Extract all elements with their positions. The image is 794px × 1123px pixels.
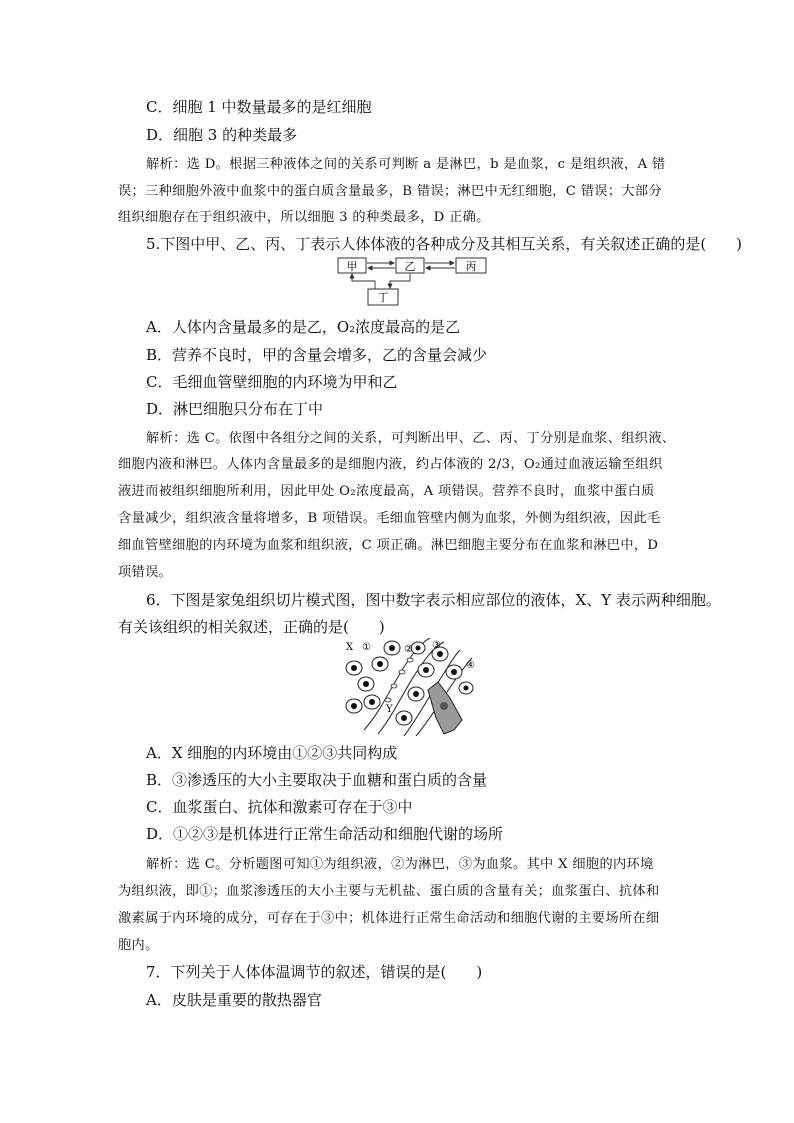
q5-explanation-line-5: 细血管壁细胞的内环境为血浆和组织液，C 项正确。淋巴细胞主要分布在血浆和淋巴中，D bbox=[118, 538, 659, 553]
q6-label-1: ① bbox=[362, 642, 371, 653]
q4-explanation-line-3: 组织细胞存在于组织液中，所以细胞 3 的种类最多，D 正确。 bbox=[118, 210, 490, 225]
q5-option-a: A．人体内含量最多的是乙，O₂浓度最高的是乙 bbox=[146, 318, 461, 336]
q4-option-c: C．细胞 1 中数量最多的是红细胞 bbox=[146, 98, 372, 116]
q6-label-y: Y bbox=[386, 704, 393, 715]
q6-label-x: X bbox=[346, 642, 354, 653]
q6-tissue-section-diagram bbox=[344, 638, 484, 736]
q5-node-yi-label: 乙 bbox=[404, 260, 416, 273]
q6-option-c: C．血浆蛋白、抗体和激素可存在于③中 bbox=[146, 798, 413, 816]
q6-option-b: B．③渗透压的大小主要取决于血糖和蛋白质的含量 bbox=[146, 771, 488, 789]
q4-explanation-line-2: 误；三种细胞外液中血浆中的蛋白质含量最多，B 错误；淋巴中无红细胞，C 错误；大部分 bbox=[118, 184, 662, 199]
q6-option-d: D．①②③是机体进行正常生命活动和细胞代谢的场所 bbox=[146, 825, 504, 843]
q6-option-a: A．X 细胞的内环境由①②③共同构成 bbox=[146, 744, 398, 762]
q6-label-2: ② bbox=[404, 644, 413, 655]
q5-node-bing-label: 丙 bbox=[465, 260, 477, 273]
q6-stem-line-2: 有关该组织的相关叙述，正确的是( ) bbox=[118, 618, 385, 636]
q5-explanation-line-6: 项错误。 bbox=[118, 565, 173, 580]
q6-label-3: ③ bbox=[432, 640, 441, 651]
q5-stem: 5.下图中甲、乙、丙、丁表示人体体液的各种成分及其相互关系，有关叙述正确的是( ) bbox=[146, 235, 743, 253]
q5-node-jia-label: 甲 bbox=[346, 260, 358, 273]
q5-explanation-line-2: 细胞内液和淋巴。人体内含量最多的是细胞内液，约占体液的 2/3，O₂通过血液运输至组织 bbox=[118, 457, 663, 472]
q6-explanation-line-1: 解析：选 C。分析题图可知①为组织液，②为淋巴，③为血浆。其中 X 细胞的内环境 bbox=[146, 857, 654, 872]
q5-option-b: B．营养不良时，甲的含量会增多，乙的含量会减少 bbox=[146, 346, 488, 364]
q6-explanation-line-4: 胞内。 bbox=[118, 938, 159, 953]
q5-node-ding-label: 丁 bbox=[377, 291, 389, 304]
q6-explanation-line-2: 为组织液，即①；血浆渗透压的大小主要与无机盐、蛋白质的含量有关；血浆蛋白、抗体和 bbox=[118, 884, 660, 899]
q7-stem: 7．下列关于人体体温调节的叙述，错误的是( ) bbox=[146, 963, 483, 981]
q6-label-4: ④ bbox=[466, 660, 475, 671]
q6-stem-line-1: 6．下图是家兔组织切片模式图，图中数字表示相应部位的液体，X、Y 表示两种细胞。 bbox=[146, 591, 721, 609]
q5-explanation-line-3: 液进而被组织细胞所利用，因此甲处 O₂浓度最高，A 项错误。营养不良时，血浆中蛋白质 bbox=[118, 484, 655, 499]
q4-explanation-line-1: 解析：选 D。根据三种液体之间的关系可判断 a 是淋巴，b 是血浆，c 是组织液，A 错 bbox=[146, 157, 666, 172]
q5-body-fluid-diagram bbox=[330, 255, 490, 311]
q5-option-d: D．淋巴细胞只分布在丁中 bbox=[146, 400, 324, 418]
q5-option-c: C．毛细血管壁细胞的内环境为甲和乙 bbox=[146, 373, 398, 391]
q4-option-d: D．细胞 3 的种类最多 bbox=[146, 126, 298, 144]
q5-explanation-line-1: 解析：选 C。依图中各组分之间的关系，可判断出甲、乙、丙、丁分别是血浆、组织液、 bbox=[146, 431, 676, 446]
q7-option-a: A．皮肤是重要的散热器官 bbox=[146, 991, 322, 1009]
q6-explanation-line-3: 激素属于内环境的成分，可存在于③中；机体进行正常生命活动和细胞代谢的主要场所在细 bbox=[118, 911, 660, 926]
q5-explanation-line-4: 含量减少，组织液含量将增多，B 项错误。毛细血管壁内侧为血浆，外侧为组织液，因此毛 bbox=[118, 511, 661, 526]
